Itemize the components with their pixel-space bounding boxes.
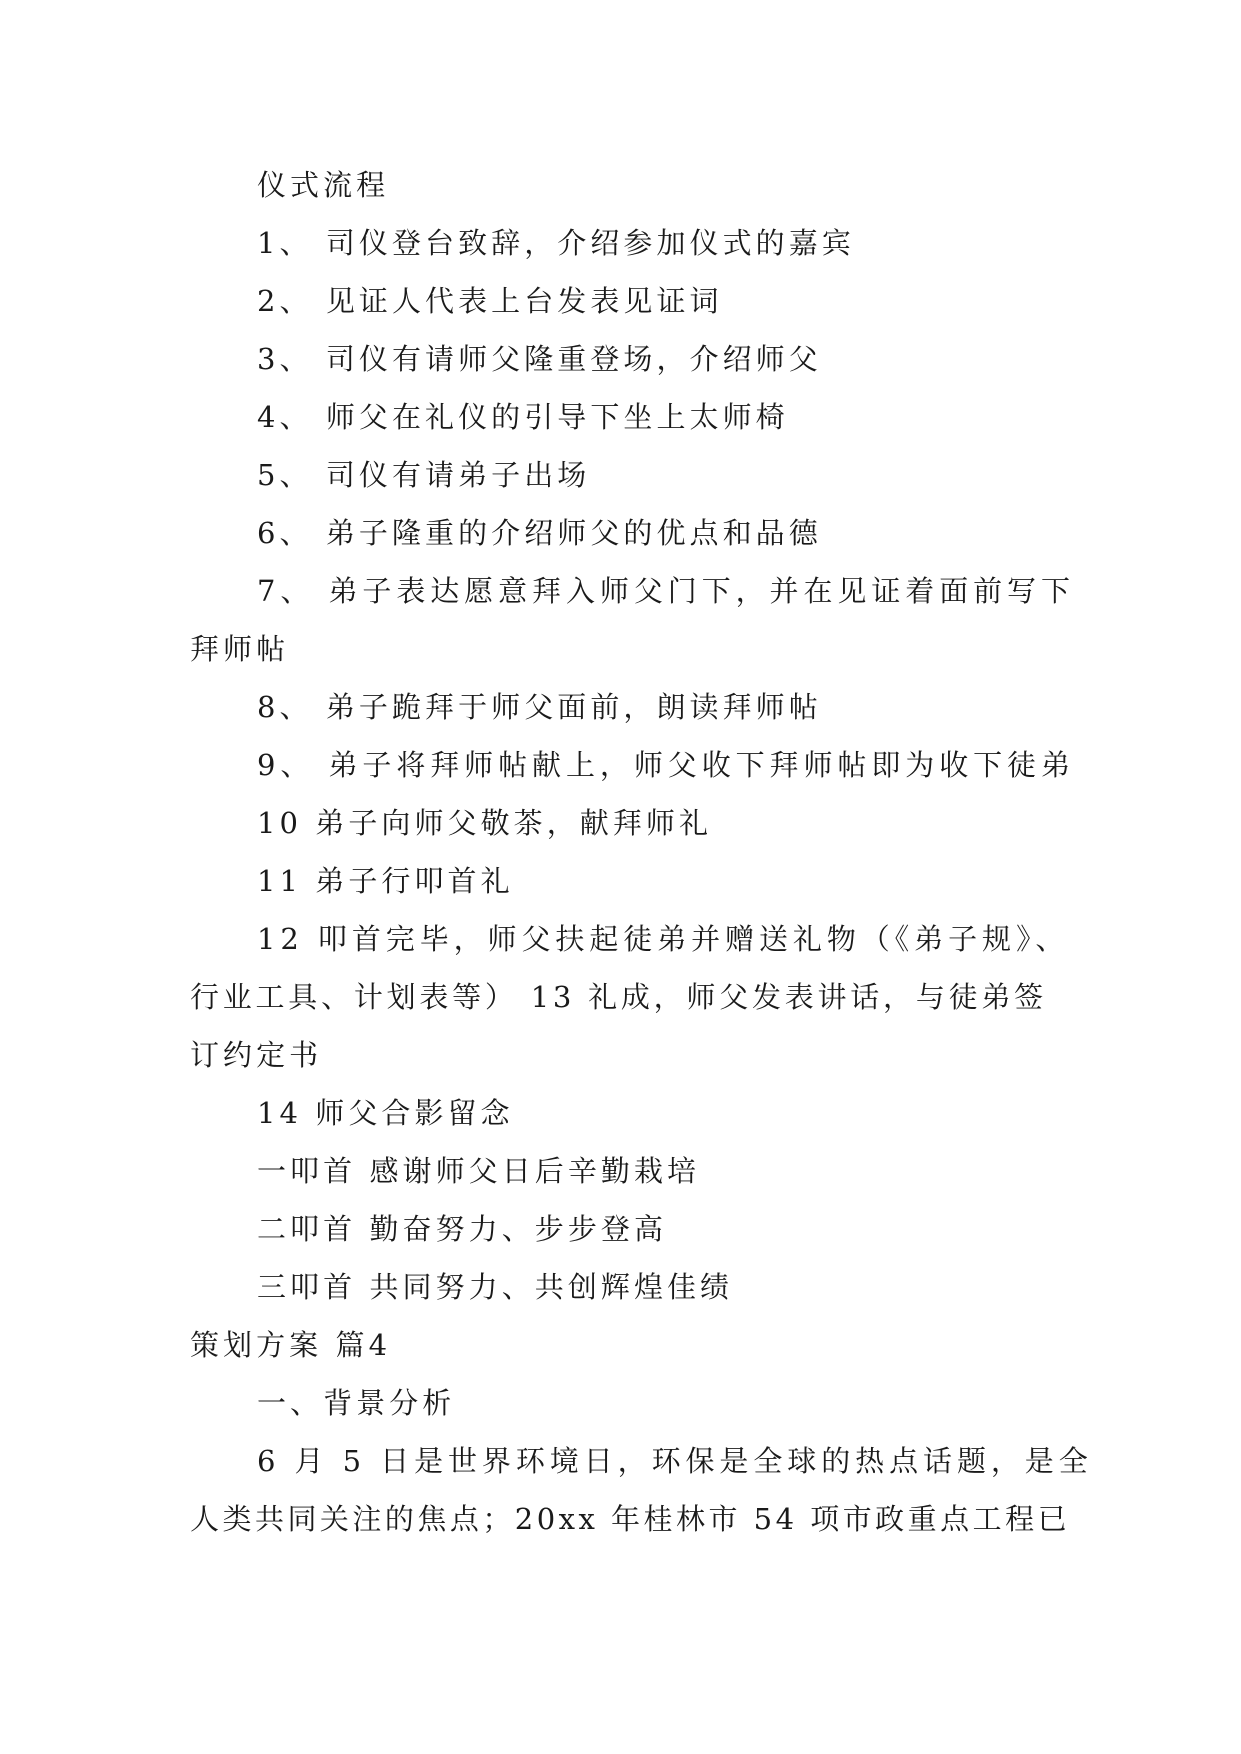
paragraph-line: 人类共同关注的焦点；20xx 年桂林市 54 项市政重点工程已 xyxy=(190,1502,1071,1536)
list-item: 14 师父合影留念 xyxy=(257,1096,514,1130)
list-item: 12 叩首完毕，师父扶起徒弟并赠送礼物（《弟子规》、 xyxy=(257,922,1070,956)
list-item: 8、 弟子跪拜于师父面前，朗读拜师帖 xyxy=(257,690,822,724)
list-item-continuation: 行业工具、计划表等） 13 礼成，师父发表讲话，与徒弟签 xyxy=(190,980,1047,1014)
list-item: 2、 见证人代表上台发表见证词 xyxy=(257,284,723,318)
kowtow-line: 三叩首 共同努力、共创辉煌佳绩 xyxy=(257,1270,734,1304)
section-heading: 仪式流程 xyxy=(257,168,390,202)
kowtow-line: 二叩首 勤奋努力、步步登高 xyxy=(257,1212,667,1246)
plan-heading: 策划方案 篇4 xyxy=(190,1328,392,1362)
list-item-continuation: 拜师帖 xyxy=(190,632,290,666)
kowtow-line: 一叩首 感谢师父日后辛勤栽培 xyxy=(257,1154,701,1188)
list-item: 4、 师父在礼仪的引导下坐上太师椅 xyxy=(257,400,789,434)
list-item: 7、 弟子表达愿意拜入师父门下，并在见证着面前写下 xyxy=(257,574,1075,608)
list-item: 1、 司仪登台致辞，介绍参加仪式的嘉宾 xyxy=(257,226,855,260)
paragraph-line: 6 月 5 日是世界环境日，环保是全球的热点话题，是全 xyxy=(257,1444,1093,1478)
section-heading: 一、背景分析 xyxy=(257,1386,456,1420)
list-item: 6、 弟子隆重的介绍师父的优点和品德 xyxy=(257,516,822,550)
list-item: 11 弟子行叩首礼 xyxy=(257,864,514,898)
list-item: 5、 司仪有请弟子出场 xyxy=(257,458,591,492)
list-item: 9、 弟子将拜师帖献上，师父收下拜师帖即为收下徒弟 xyxy=(257,748,1075,782)
list-item: 3、 司仪有请师父隆重登场，介绍师父 xyxy=(257,342,822,376)
list-item: 10 弟子向师父敬茶，献拜师礼 xyxy=(257,806,713,840)
list-item-continuation: 订约定书 xyxy=(190,1038,323,1072)
